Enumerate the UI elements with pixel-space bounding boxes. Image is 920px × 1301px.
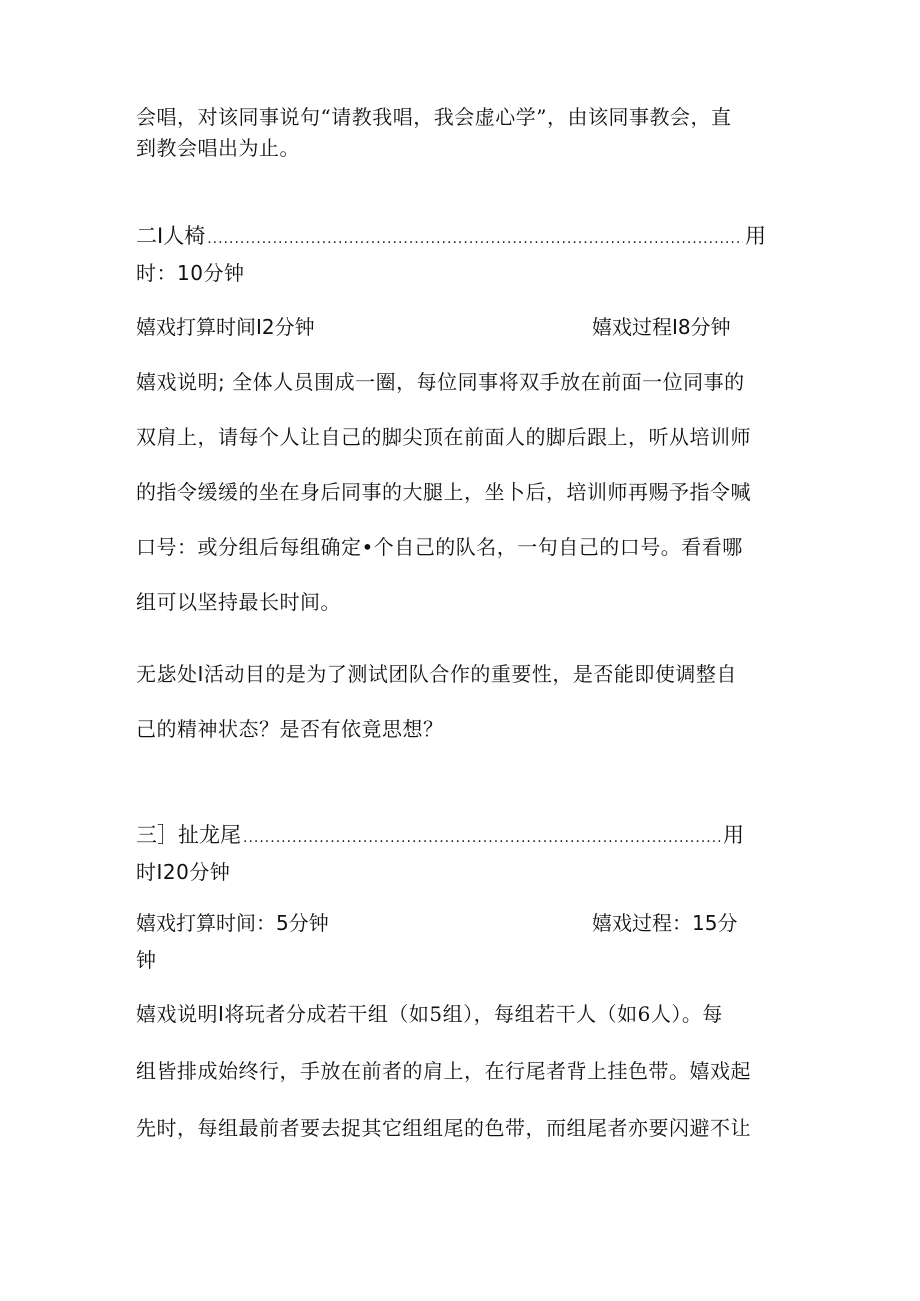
section2-desc-line-1 (136, 367, 745, 398)
intro-line-1: 会唱，对该同事说句“请教我唱，我会虚心学”，由该同事教会，直 (136, 105, 732, 129)
section2-duration: 时：10分钟 (136, 261, 245, 285)
section3-duration: 时I20分钟 (136, 860, 231, 884)
section3-process-time-cont: 钟 (136, 948, 157, 972)
section2-prep-time: 嬉戏打算时间I2分钟 (136, 315, 315, 339)
section3-heading (136, 820, 744, 853)
section2-heading-tail: 用 (745, 224, 766, 248)
section3-desc-line-1 (136, 999, 723, 1030)
section3-desc-line-3: 先时，每组最前者要去捉其它组组尾的色带，而组尾者亦要闪避不让 (136, 1116, 751, 1140)
section2-process-time: 嬉戏过程I8分钟 (592, 315, 731, 339)
intro-line-2: 到教会唱出为止。 (136, 136, 300, 160)
section3-heading-tail: 用 (723, 823, 744, 847)
section2-time-row (136, 312, 746, 342)
section2-desc-line-5: 组可以坚持最长时间。 (136, 590, 341, 614)
section3-dot-leader (243, 823, 721, 853)
section3-title: 三］扯龙尾 (136, 823, 241, 847)
section2-purpose-line-2: 己的精神状态？是否有依竟思想？ (136, 717, 444, 741)
section2-purpose-label: 无毖处I (136, 662, 204, 686)
section3-process-time: 嬉戏过程：15分 (592, 911, 738, 935)
section3-desc-text-1: 将玩者分成若干组（如5组），每组若干人（如6人）。每 (224, 1002, 723, 1026)
section2-desc-label: 嬉戏说明; (136, 370, 226, 394)
section2-purpose-text-1: 活动目的是为了测试团队合作的重要性，是否能即使调整自 (203, 662, 737, 686)
section2-dot-leader (207, 224, 743, 254)
section3-desc-label: 嬉戏说明I (136, 1002, 225, 1026)
section2-desc-line-2: 双肩上，请每个人让自己的脚尖顶在前面人的脚后跟上，听从培训师 (136, 425, 751, 449)
section2-desc-line-3: 的指令缓缓的坐在身后同事的大腿上，坐卜后，培训师再赐予指令喊 (136, 480, 751, 504)
section2-desc-line-4: 口号：或分组后每组确定•个自己的队名，一句自己的口号。看看哪 (136, 535, 743, 559)
section2-desc-text-1: 全体人员围成一圈，每位同事将双手放在前面一位同事的 (225, 370, 745, 394)
section2-purpose-line-1 (136, 659, 737, 690)
section2-heading (136, 221, 766, 254)
section3-prep-time: 嬉戏打算时间：5分钟 (136, 911, 329, 935)
section2-title: 二I人椅 (136, 224, 206, 248)
section3-time-row (136, 908, 746, 938)
section3-desc-line-2: 组皆排成始终行，手放在前者的肩上，在行尾者背上挂色带。嬉戏起 (136, 1059, 751, 1083)
